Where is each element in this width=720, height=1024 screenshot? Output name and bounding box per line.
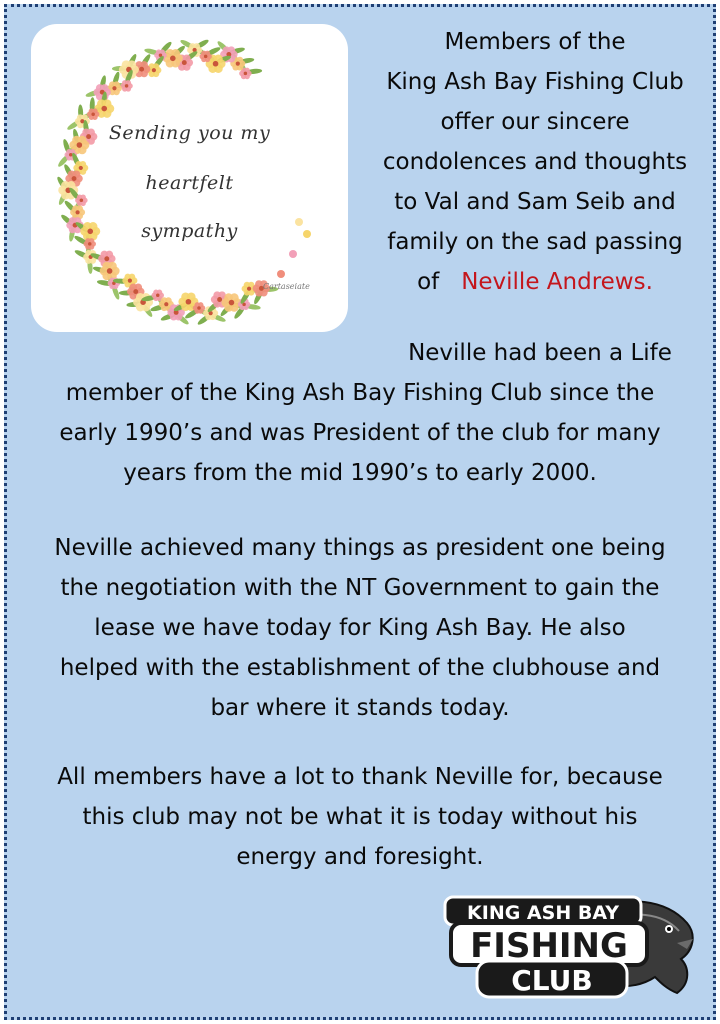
wreath-flower-center bbox=[247, 287, 251, 291]
intro-line-1: Members of the bbox=[444, 29, 626, 55]
logo-line-1: KING ASH BAY bbox=[467, 902, 619, 924]
wreath-flower-center bbox=[244, 72, 248, 76]
paragraph-3-line-3: energy and foresight. bbox=[236, 844, 484, 870]
wreath-accent-flower bbox=[289, 250, 297, 258]
sympathy-card-image bbox=[31, 24, 348, 332]
intro-line-5: to Val and Sam Seib and bbox=[394, 189, 676, 215]
wreath-flower-center bbox=[229, 300, 235, 306]
paragraph-1-first-line: Neville had been a Life bbox=[408, 340, 672, 366]
wreath-flower-center bbox=[164, 302, 168, 306]
wreath-flower-center bbox=[91, 112, 95, 116]
wreath-flower-center bbox=[128, 279, 132, 283]
wreath-flower-center bbox=[186, 299, 192, 305]
intro-line-4: condolences and thoughts bbox=[382, 149, 688, 175]
wreath-flower-center bbox=[213, 61, 219, 67]
intro-text bbox=[350, 22, 720, 302]
wreath-flower-center bbox=[170, 55, 176, 61]
wreath-flower-center bbox=[204, 55, 208, 59]
paragraph-2-line-1: Neville achieved many things as president one being bbox=[54, 535, 666, 561]
wreath-flower-center bbox=[79, 166, 83, 170]
wreath-flower-center bbox=[80, 199, 84, 203]
wreath-flower-center bbox=[101, 106, 107, 112]
wreath-flower-center bbox=[236, 62, 240, 66]
paragraph-2-line-4: helped with the establishment of the clubhouse and bbox=[59, 655, 661, 681]
wreath-flower-center bbox=[152, 68, 156, 72]
paragraph-1-line-4: years from the mid 1990’s to early 2000. bbox=[123, 460, 597, 486]
of-prefix: of bbox=[417, 269, 440, 295]
wreath-flower-center bbox=[197, 306, 201, 310]
wreath-flower-center bbox=[139, 67, 144, 72]
card-text-line-2: heartfelt bbox=[145, 172, 234, 194]
wreath-flower-center bbox=[75, 210, 79, 214]
wreath-flower-center bbox=[125, 84, 129, 88]
paragraph-1-line-3: early 1990’s and was President of the club for many bbox=[59, 420, 661, 446]
paragraph-2 bbox=[0, 528, 720, 728]
paragraph-1-line-2: member of the King Ash Bay Fishing Club since the bbox=[65, 380, 655, 406]
club-logo bbox=[441, 893, 699, 1003]
logo-line-3: CLUB bbox=[511, 964, 593, 997]
card-text-line-1: Sending you my bbox=[108, 122, 271, 144]
intro-line-3: offer our sincere bbox=[440, 109, 630, 135]
card-signature: Cartaseiate bbox=[263, 282, 310, 291]
card-text-line-3: sympathy bbox=[141, 220, 238, 242]
wreath-flower-center bbox=[112, 86, 116, 90]
deceased-name: Neville Andrews. bbox=[461, 269, 653, 295]
wreath-flower-center bbox=[156, 294, 160, 298]
paragraph-3 bbox=[0, 757, 720, 877]
intro-line-6: family on the sad passing bbox=[387, 229, 683, 255]
wreath-flower-center bbox=[88, 242, 92, 246]
wreath-flower-center bbox=[133, 289, 138, 294]
paragraph-2-line-5: bar where it stands today. bbox=[210, 695, 510, 721]
paragraph-1 bbox=[0, 373, 720, 493]
wreath-flower-center bbox=[182, 60, 187, 65]
intro-line-7 bbox=[350, 262, 720, 302]
paragraph-3-line-2: this club may not be what it is today without his bbox=[82, 804, 638, 830]
wreath-accent-flower bbox=[277, 270, 285, 278]
wreath-flower-center bbox=[69, 153, 73, 157]
wreath-flower-center bbox=[217, 297, 222, 302]
wreath-flower-center bbox=[104, 256, 109, 261]
paragraph-2-line-3: lease we have today for King Ash Bay. He also bbox=[94, 615, 626, 641]
logo-line-2: FISHING bbox=[470, 926, 628, 966]
intro-line-2: King Ash Bay Fishing Club bbox=[386, 69, 684, 95]
wreath-flower-center bbox=[107, 268, 113, 274]
paragraph-2-line-2: the negotiation with the NT Government to gain the bbox=[60, 575, 660, 601]
paragraph-3-line-1: All members have a lot to thank Neville for, because bbox=[57, 764, 663, 790]
